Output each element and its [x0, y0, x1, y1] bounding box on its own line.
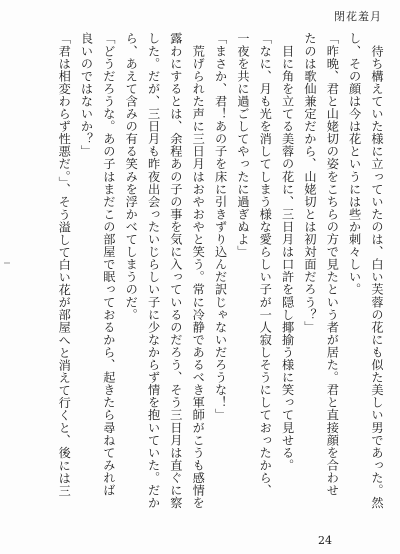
- text-line: 「なに、月も光を消してしまう様な愛らしい子が一人寂しそうにしておったから、: [258, 32, 273, 497]
- text-line: 「昨晩、君と山姥切の姿をこちらの方で見たという者が居た。君と直接顔を合わせ: [325, 32, 340, 497]
- vertical-text-body: [16, 32, 388, 526]
- running-head-title: 閉花羞月: [334, 10, 382, 23]
- text-line: 良いのではないか？」: [79, 32, 94, 158]
- text-line: 目に角を立てる美蓉の花に、三日月は口許を隠し揶揄う様に笑って見せる。: [280, 32, 295, 472]
- text-line: 「まさか、君！あの子を床に引きずり込んだ訳じゃないだろうな！」: [213, 32, 228, 422]
- text-line: 「どうだろうな。あの子はまだこの部屋で眠っておるから、起きたら尋ねてみれば: [101, 32, 116, 497]
- text-line: 一夜を共に過ごしてやったに過ぎぬよ」: [235, 32, 250, 258]
- text-line: たのは歌仙兼定だから、山姥切とは初対面だろう？」: [302, 32, 317, 334]
- text-line: 「君は相変わらず性悪だ。」、そう溢して白い花が部屋へと消えて行くと、後には三: [57, 32, 72, 497]
- text-line: し、その顔は今は花というには些か刺々しい。: [347, 32, 362, 296]
- text-line: した。だが、三日月も昨夜出会ったいじらしい子に少なからず情を抱いていた。だか: [146, 32, 161, 509]
- text-line: 露わにするとは、余程あの子の事を気に入っているのだろう、そう三日月は直ぐに察: [168, 32, 183, 509]
- text-line: ら、あえて含みの有る笑みを浮かべてしまうのだ。: [124, 32, 139, 321]
- page-number: 24: [318, 534, 332, 547]
- margin-mark: [4, 262, 10, 264]
- text-line: 荒げられた声に三日月はおやおやと笑う。常に冷静であるべき軍師がこうも感情を: [191, 32, 206, 509]
- text-line: 待ち構えていた様に立っていたのは、白い芙蓉の花にも似た美しい男であった。然: [370, 32, 384, 509]
